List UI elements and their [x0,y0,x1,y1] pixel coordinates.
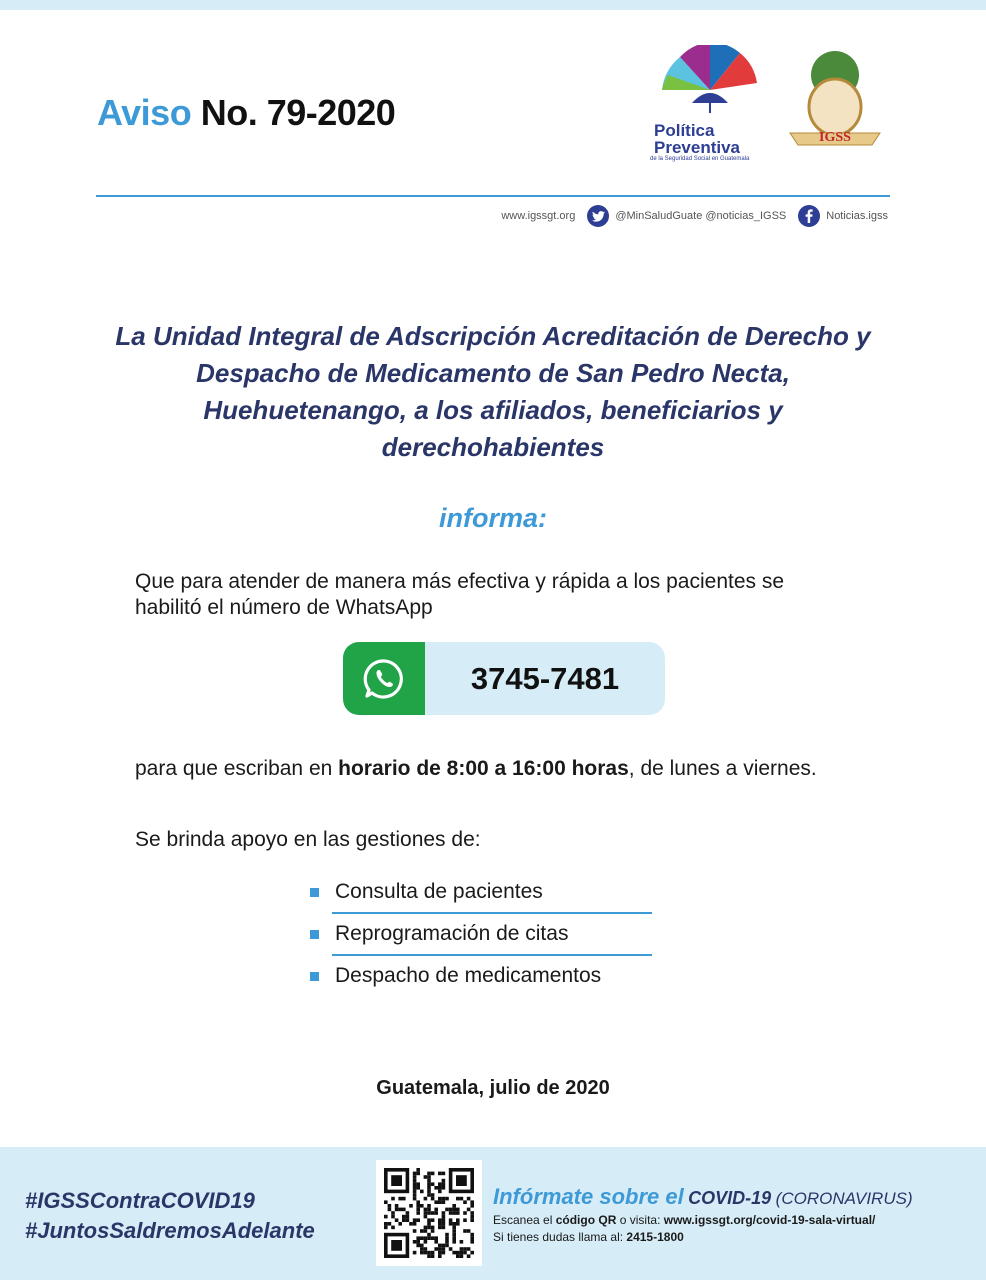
services-list [310,872,652,996]
header-divider [96,195,890,197]
scan-mid: o visita: [616,1213,664,1227]
svg-text:IGSS: IGSS [819,130,851,145]
whatsapp-number: 3745-7481 [470,660,620,696]
logo-line1: Política [654,121,715,140]
website-link[interactable] [501,210,575,222]
main-heading: La Unidad Integral de Adscripción Acreditación de Derecho y Despacho de Medicamento de San Pedro Necta, Huehuetenango, a los afiliados, beneficiarios y derechohabientes [115,321,871,462]
politica-preventiva-subtitle: de la Seguridad Social en Guatemala [650,156,750,162]
facebook-link[interactable] [798,205,888,227]
twitter-handles[interactable] [587,205,786,227]
whatsapp-icon [343,642,425,715]
informa-label: informa: [439,503,547,533]
scan-line [493,1213,875,1227]
service-label: Reprogramación de citas [335,922,569,945]
service-label: Despacho de medicamentos [335,964,602,987]
twitter-icon [587,205,609,227]
bullet-icon [310,930,319,939]
phone-number[interactable]: 2415-1800 [626,1230,684,1244]
whatsapp-box [343,642,665,715]
contact-bar [489,205,888,227]
corona-text: (CORONAVIRUS) [775,1189,913,1208]
covid-text: COVID-19 [688,1188,772,1208]
hashtag-juntos[interactable]: #JuntosSaldremosAdelante [25,1218,315,1243]
sala-virtual-link[interactable]: www.igssgt.org/covid-19-sala-virtual/ [663,1213,876,1227]
bullet-icon [310,888,319,897]
hashtag-covid[interactable]: #IGSSContraCOVID19 [25,1188,255,1213]
facebook-icon [798,205,820,227]
service-label: Consulta de pacientes [335,880,543,903]
logo-line2: Preventiva [654,138,740,157]
top-bar [0,0,986,10]
bullet-icon [310,972,319,981]
date-line: Guatemala, julio de 2020 [376,1077,610,1099]
twitter-text: @MinSaludGuate @noticias_IGSS [615,210,787,222]
qr-code[interactable] [376,1160,482,1266]
schedule-after: , de lunes a viernes. [628,757,817,780]
website-text: www.igssgt.org [501,210,576,222]
scan-pre: Escanea el [493,1213,556,1227]
support-intro: Se brinda apoyo en las gestiones de: [135,828,481,851]
notice-title [97,92,395,134]
schedule-before: para que escriban en [135,757,339,780]
list-item [310,956,652,996]
notice-number: No. 79-2020 [200,92,396,133]
informate-text: Infórmate sobre el [493,1184,684,1209]
notice-label: Aviso [97,92,192,133]
phone-line [493,1230,684,1244]
scan-qr-label: código QR [555,1213,617,1227]
igss-logo [790,51,880,145]
politica-preventiva-text [654,122,740,156]
list-item [310,914,652,954]
list-item [310,872,652,912]
facebook-text: Noticias.igss [826,210,888,222]
informate-line [493,1184,913,1210]
schedule-hours: horario de 8:00 a 16:00 horas [338,757,629,780]
phone-pre: Si tienes dudas llama al: [493,1230,627,1244]
schedule-text [135,756,850,782]
politica-preventiva-logo [662,45,757,113]
intro-text: Que para atender de manera más efectiva y rápida a los pacientes se habilitó el número de WhatsApp [135,570,785,619]
